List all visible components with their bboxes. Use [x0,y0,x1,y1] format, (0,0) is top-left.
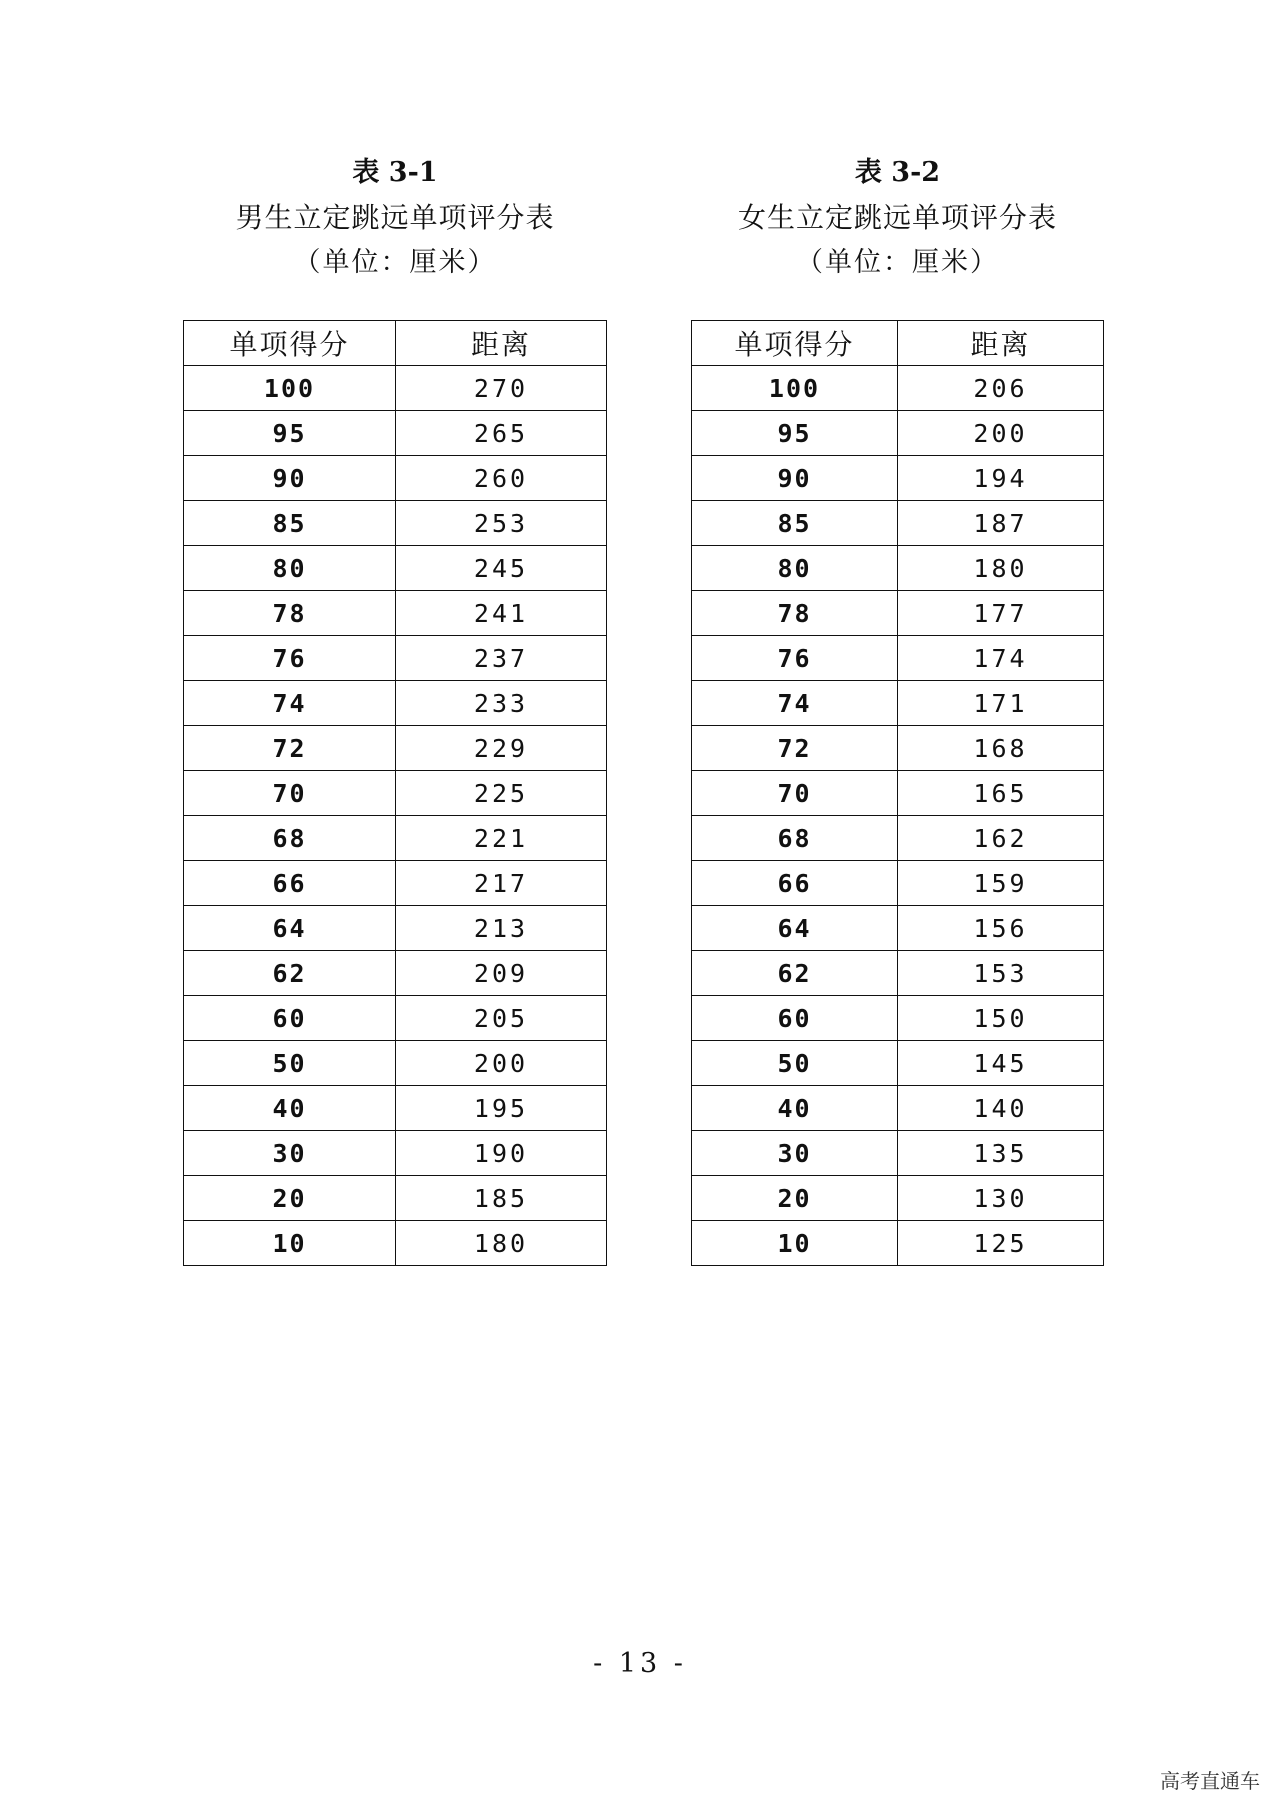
table-row [692,411,1104,456]
table-row [184,1176,607,1221]
table-row [692,591,1104,636]
header-score: 单项得分 [692,321,898,366]
score-cell: 30 [692,1131,898,1176]
table-row [692,456,1104,501]
table-row [692,996,1104,1041]
score-cell: 10 [184,1221,396,1266]
score-cell: 50 [184,1041,396,1086]
table-row [692,816,1104,861]
distance-cell: 217 [396,861,607,906]
header-row [692,321,1104,366]
distance-cell: 265 [396,411,607,456]
score-cell: 85 [184,501,396,546]
distance-cell: 150 [898,996,1104,1041]
distance-cell: 125 [898,1221,1104,1266]
table-row [184,501,607,546]
distance-cell: 195 [396,1086,607,1131]
female-score-table-block [691,150,1104,1266]
score-cell: 100 [692,366,898,411]
distance-cell: 270 [396,366,607,411]
distance-cell: 171 [898,681,1104,726]
table-number: 表 3-1 [352,157,438,188]
score-cell: 80 [692,546,898,591]
distance-cell: 130 [898,1176,1104,1221]
distance-cell: 168 [898,726,1104,771]
distance-cell: 225 [396,771,607,816]
score-cell: 100 [184,366,396,411]
table-row [184,366,607,411]
distance-cell: 153 [898,951,1104,996]
distance-cell: 190 [396,1131,607,1176]
table-row [184,1221,607,1266]
score-cell: 74 [692,681,898,726]
table-row [184,861,607,906]
table-title: 男生立定跳远单项评分表 [235,201,555,234]
page-number: - 13 - [593,1648,687,1679]
table-row [184,906,607,951]
score-cell: 90 [692,456,898,501]
distance-cell: 162 [898,816,1104,861]
table-row [692,1086,1104,1131]
header-score: 单项得分 [184,321,396,366]
distance-cell: 200 [898,411,1104,456]
score-cell: 72 [184,726,396,771]
table-row [692,501,1104,546]
table-row [692,951,1104,996]
table-row [692,546,1104,591]
table-row [184,771,607,816]
table-row [184,951,607,996]
table-row [184,681,607,726]
table-row [184,726,607,771]
distance-cell: 237 [396,636,607,681]
table-row [184,456,607,501]
header-distance: 距离 [898,321,1104,366]
table-row [692,1041,1104,1086]
table-row [692,1131,1104,1176]
score-cell: 62 [692,951,898,996]
distance-cell: 156 [898,906,1104,951]
score-cell: 70 [692,771,898,816]
male-score-table-block [183,150,607,1266]
distance-cell: 213 [396,906,607,951]
table-row [184,816,607,861]
table-row [184,546,607,591]
distance-cell: 185 [396,1176,607,1221]
distance-cell: 200 [396,1041,607,1086]
distance-cell: 221 [396,816,607,861]
score-cell: 85 [692,501,898,546]
table-row [184,411,607,456]
score-cell: 95 [184,411,396,456]
distance-cell: 229 [396,726,607,771]
score-table [183,320,607,1266]
distance-cell: 194 [898,456,1104,501]
table-row [692,861,1104,906]
header-distance: 距离 [396,321,607,366]
score-cell: 30 [184,1131,396,1176]
table-number: 表 3-2 [854,157,941,188]
score-cell: 70 [184,771,396,816]
distance-cell: 260 [396,456,607,501]
score-cell: 78 [184,591,396,636]
distance-cell: 253 [396,501,607,546]
distance-cell: 205 [396,996,607,1041]
score-cell: 20 [184,1176,396,1221]
table-unit: （单位：厘米） [293,247,497,278]
header-row [184,321,607,366]
table-row [184,996,607,1041]
table-row [692,1176,1104,1221]
score-cell: 74 [184,681,396,726]
score-cell: 78 [692,591,898,636]
distance-cell: 209 [396,951,607,996]
table-row [184,1131,607,1176]
score-cell: 20 [692,1176,898,1221]
score-cell: 66 [692,861,898,906]
score-cell: 90 [184,456,396,501]
distance-cell: 159 [898,861,1104,906]
score-cell: 68 [692,816,898,861]
distance-cell: 174 [898,636,1104,681]
score-cell: 64 [692,906,898,951]
table-title: 女生立定跳远单项评分表 [737,201,1057,234]
distance-cell: 135 [898,1131,1104,1176]
distance-cell: 187 [898,501,1104,546]
distance-cell: 180 [898,546,1104,591]
score-cell: 68 [184,816,396,861]
score-cell: 76 [692,636,898,681]
table-row [184,636,607,681]
distance-cell: 206 [898,366,1104,411]
table-row [692,906,1104,951]
distance-cell: 177 [898,591,1104,636]
score-cell: 62 [184,951,396,996]
distance-cell: 180 [396,1221,607,1266]
score-cell: 66 [184,861,396,906]
distance-cell: 165 [898,771,1104,816]
watermark: 高考直通车 [1160,1769,1260,1793]
distance-cell: 233 [396,681,607,726]
score-cell: 72 [692,726,898,771]
table-row [692,636,1104,681]
score-cell: 10 [692,1221,898,1266]
score-cell: 40 [184,1086,396,1131]
distance-cell: 140 [898,1086,1104,1131]
score-cell: 60 [692,996,898,1041]
table-row [692,1221,1104,1266]
table-unit: （单位：厘米） [796,247,999,278]
score-cell: 64 [184,906,396,951]
score-cell: 50 [692,1041,898,1086]
score-cell: 80 [184,546,396,591]
table-row [184,1041,607,1086]
table-row [184,591,607,636]
score-cell: 76 [184,636,396,681]
score-cell: 40 [692,1086,898,1131]
table-row [184,1086,607,1131]
table-row [692,366,1104,411]
score-cell: 95 [692,411,898,456]
score-table [691,320,1104,1266]
table-row [692,726,1104,771]
table-row [692,681,1104,726]
score-cell: 60 [184,996,396,1041]
distance-cell: 245 [396,546,607,591]
table-row [692,771,1104,816]
distance-cell: 145 [898,1041,1104,1086]
distance-cell: 241 [396,591,607,636]
